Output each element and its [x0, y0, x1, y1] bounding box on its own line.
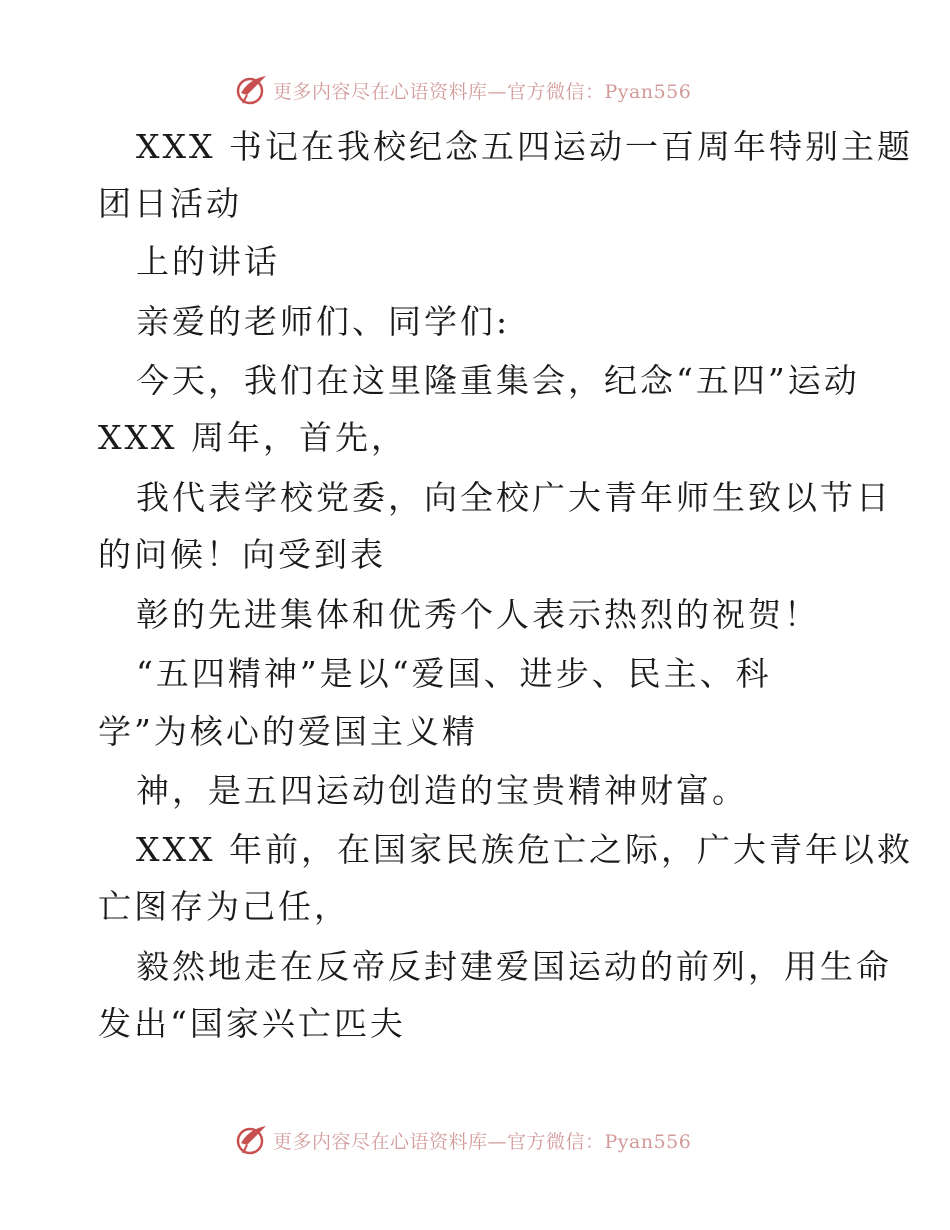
paragraph-line: XXX 周年，首先，: [98, 418, 407, 457]
paragraph-line: 的问候！向受到表: [98, 535, 386, 574]
paragraph-line: 毅然地走在反帝反封建爱国运动的前列，用生命: [136, 947, 892, 986]
paragraph-line: 神，是五四运动创造的宝贵精神财富。: [136, 771, 748, 810]
watermark-header: [235, 72, 691, 108]
paragraph-line: 亡图存为己任，: [98, 887, 350, 926]
salutation: 亲爱的老师们、同学们:: [136, 302, 511, 341]
paragraph-line: 我代表学校党委，向全校广大青年师生致以节日: [136, 478, 892, 517]
watermark-footer: [235, 1122, 691, 1158]
paragraph-line: XXX 年前，在国家民族危亡之际，广大青年以救: [136, 830, 913, 869]
quill-logo-icon: [235, 73, 269, 107]
title-line-2: 团日活动: [98, 184, 242, 223]
quill-logo-icon: [235, 1123, 269, 1157]
title-line-3: 上的讲话: [136, 242, 280, 281]
paragraph-line: 今天，我们在这里隆重集会，纪念“五四”运动: [136, 361, 860, 400]
paragraph-line: 发出“国家兴亡匹夫: [98, 1004, 406, 1043]
paragraph-line: 彰的先进集体和优秀个人表示热烈的祝贺！: [136, 595, 820, 634]
watermark-text: 更多内容尽在心语资料库—官方微信：Pyan556: [273, 1130, 692, 1153]
title-line-1: XXX 书记在我校纪念五四运动一百周年特别主题: [136, 127, 913, 166]
paragraph-line: “五四精神”是以“爱国、进步、民主、科: [136, 654, 772, 693]
watermark-text: 更多内容尽在心语资料库—官方微信：Pyan556: [273, 80, 692, 103]
paragraph-line: 学”为核心的爱国主义精: [98, 712, 478, 751]
